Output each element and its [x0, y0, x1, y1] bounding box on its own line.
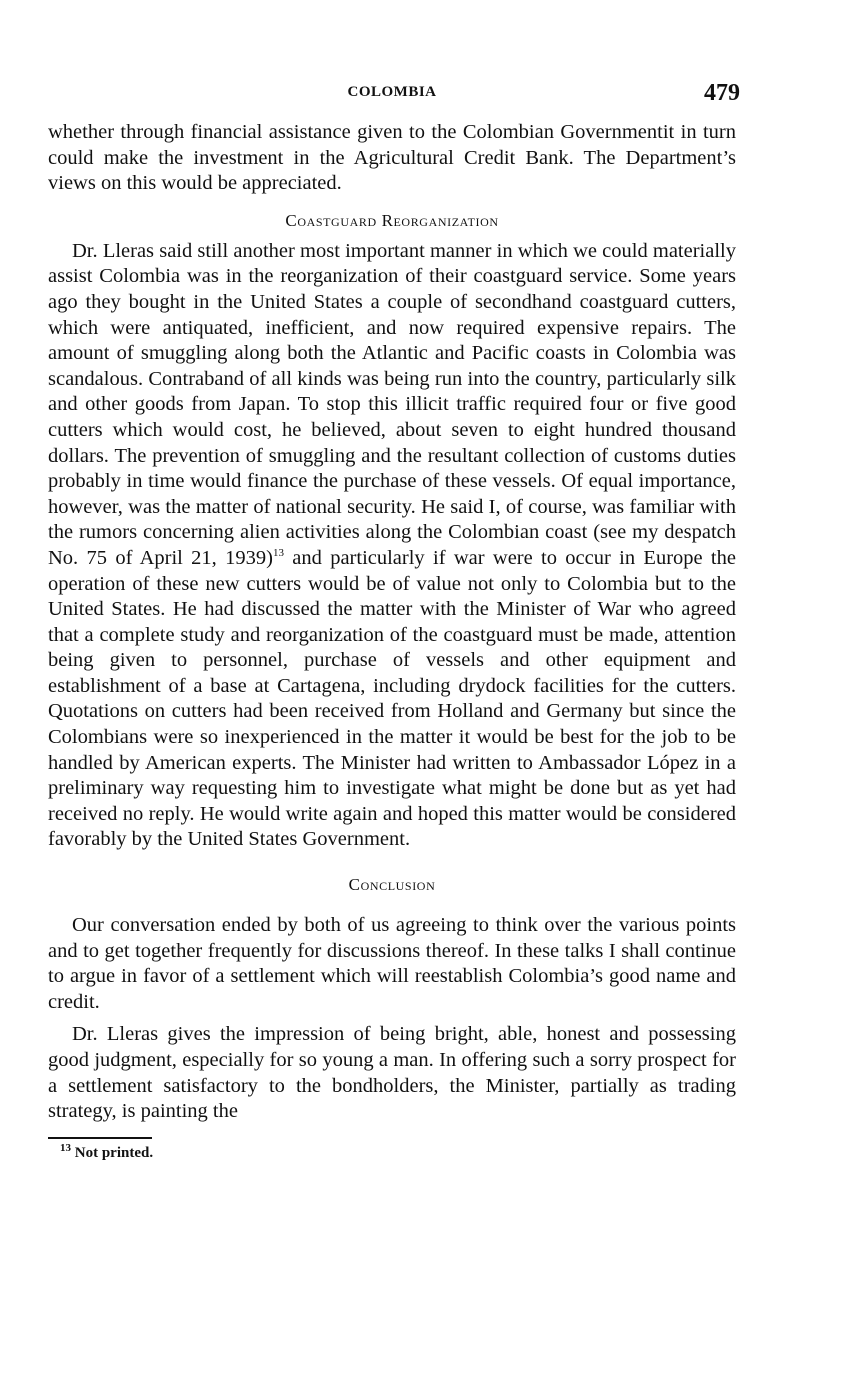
- footnote-reference: 13: [272, 547, 284, 560]
- paragraph-conclusion: Our conversation ended by both of us agreeing to think over the various points and to get together frequently for discussions thereof. In these talks I shall continue to argue in favor of a settlement which will reestablish Colombia’s good name and credit.: [48, 914, 736, 1013]
- paragraph-coastguard-text-1: Dr. Lleras said still another most important manner in which we could materially assist Colombia was in the reorganization of their coastguard service. Some years ago they bought in the United States a couple of secondhand coastguard cutters, which were antiquated, inefficient, and now required expensive repairs. The amount of smuggling along both the Atlantic and Pacific coasts in Colombia was scandalous. Contraband of all kinds was being run into the country, particularly silk and other goods from Japan. To stop this illicit traffic required four or five good cutters which would cost, he believed, about seven to eight hundred thousand dollars. The prevention of smuggling and the resultant collection of customs duties probably in time would finance the purchase of these vessels. Of equal importance, however, was the matter of national security. He said I, of course, was familiar with the rumors concerning alien activities along the Colombian coast (see my despatch No. 75 of April 21, 1939): [48, 239, 736, 569]
- footnote: [48, 1141, 736, 1162]
- footnote-number: 13: [60, 1141, 71, 1154]
- footnote-text: Not printed.: [71, 1144, 154, 1161]
- paragraph-assessment: Dr. Lleras gives the impression of being bright, able, honest and possessing good judgment, especially for so young a man. In offering such a sorry prospect for a settlement satisfactory to the bondholders, the Minister, partially as trading strategy, is painting the: [48, 1023, 736, 1123]
- footnote-rule: [48, 1137, 152, 1139]
- section-heading-conclusion: Conclusion: [348, 875, 436, 895]
- section-heading-coastguard: Coastguard Reorganization: [285, 210, 499, 230]
- running-title: COLOMBIA: [347, 84, 437, 100]
- page: [48, 80, 740, 1162]
- running-head: [48, 80, 740, 120]
- page-number: 479: [704, 80, 740, 106]
- paragraph-coastguard-text-2: and particularly if war were to occur in Europe the operation of these new cutters would be of value not only to Colombia but to the United States. He had discussed the matter with the Minister of War who agreed that a complete study and reorganization of the coastguard must be made, attention being given to personnel, purchase of vessels and other equipment and establishment of a base at Cartagena, including drydock facilities for the cutters. Quotations on cutters had been received from Holland and Germany but since the Colombians were so inexperienced in the matter it would be best for the job to be handled by American experts. The Minister had written to Ambassador López in a preliminary way requesting him to investigate what might be done but as yet had received no reply. He would write again and hoped this matter would be considered favorably by the United States Government.: [48, 546, 736, 851]
- paragraph-continuation: whether through financial assistance given to the Colombian Governmentit in turn could make the investment in the Agricultural Credit Bank. The Department’s views on this would be appreciated.: [48, 121, 736, 195]
- paragraph-coastguard: [48, 239, 736, 853]
